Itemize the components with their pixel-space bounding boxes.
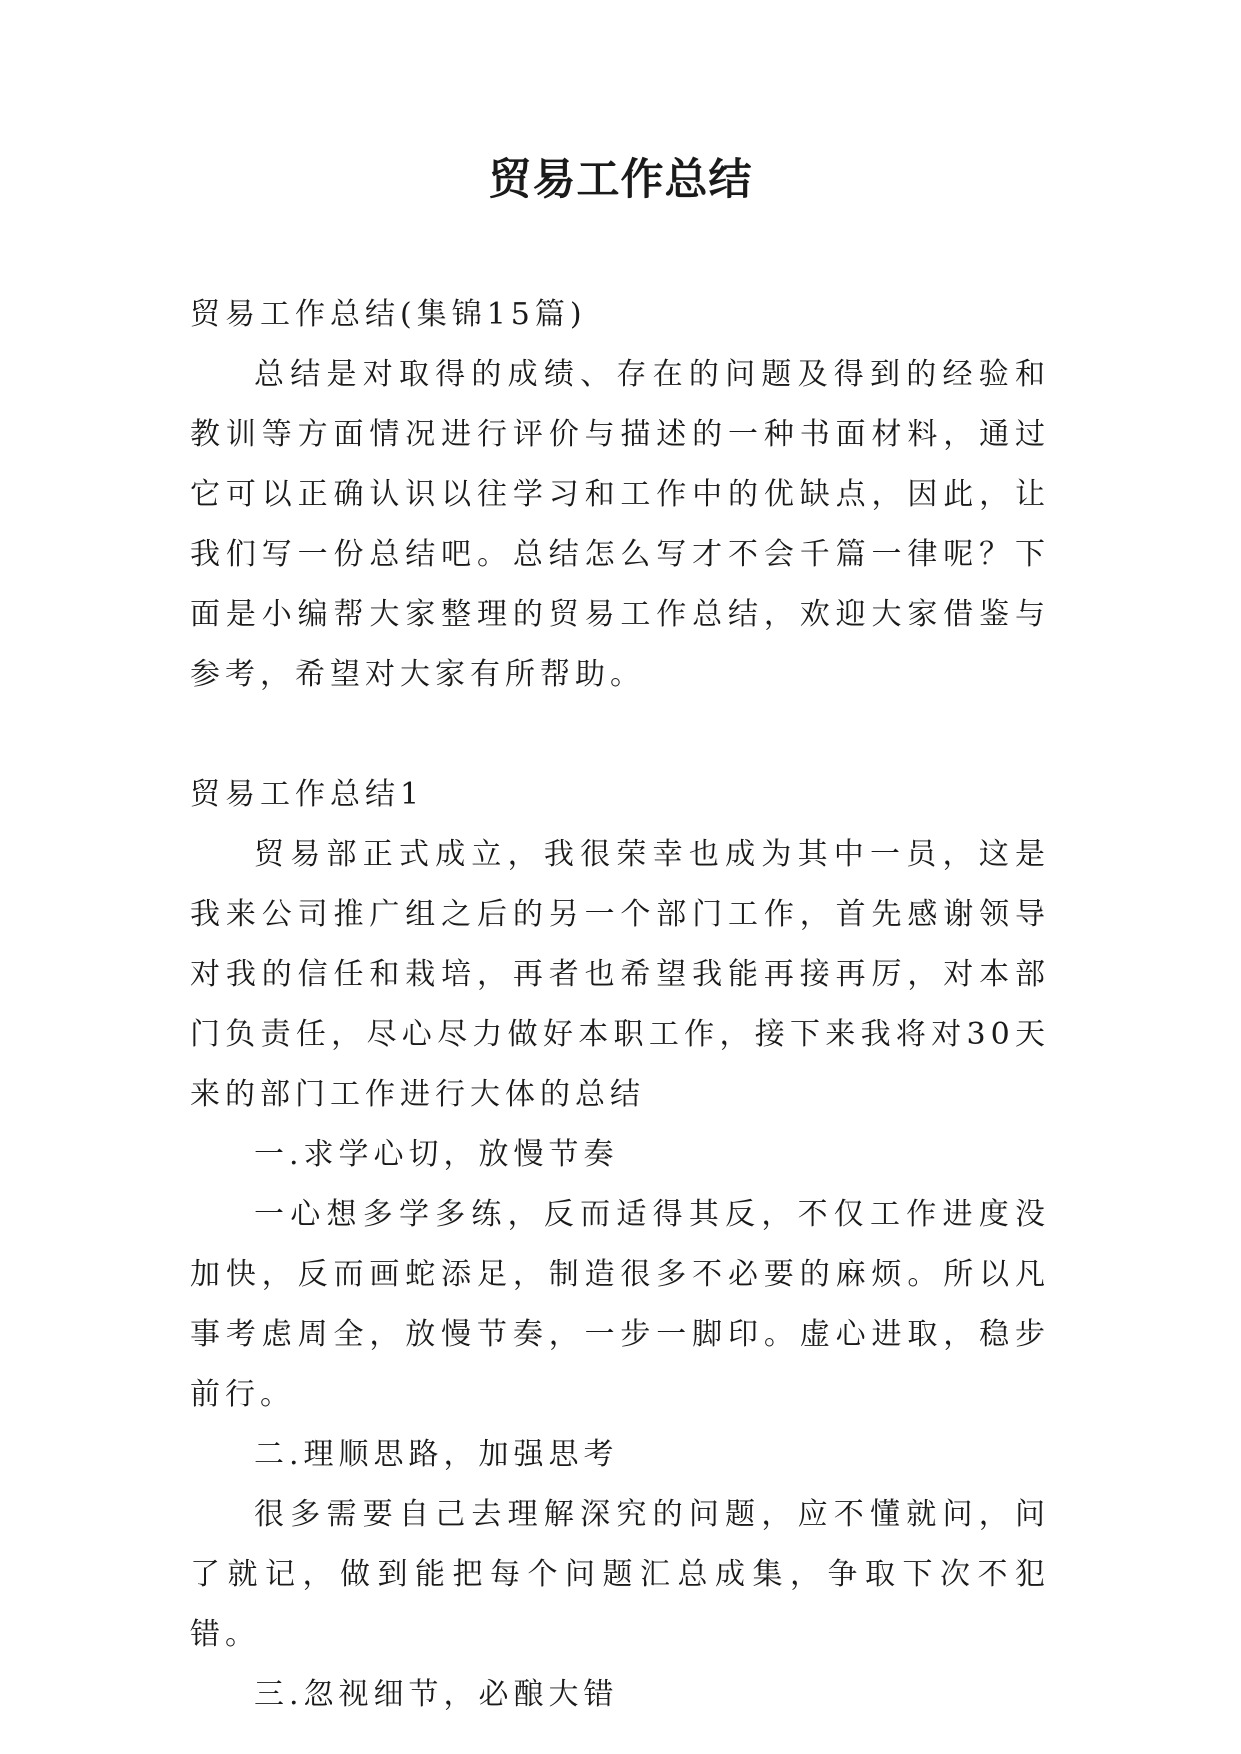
section-intro-paragraph: 贸易部正式成立，我很荣幸也成为其中一员，这是我来公司推广组之后的另一个部门工作，首先感谢领导对我的信任和栽培，再者也希望我能再接再厉，对本部门负责任，尽心尽力做好本职工作，接下来我将对30天来的部门工作进行大体的总结 (190, 837, 1050, 1112)
document-body (190, 285, 1050, 1725)
point-body: 一心想多学多练，反而适得其反，不仅工作进度没加快，反而画蛇添足，制造很多不必要的麻烦。所以凡事考虑周全，放慢节奏，一步一脚印。虚心进取，稳步前行。 (190, 1197, 1050, 1412)
document-subtitle: 贸易工作总结(集锦15篇) (190, 297, 587, 332)
section-title: 贸易工作总结1 (190, 777, 425, 812)
point-heading: 一.求学心切，放慢节奏 (254, 1137, 619, 1172)
point-heading: 二.理顺思路，加强思考 (254, 1437, 619, 1472)
point-heading: 三.忽视细节，必酿大错 (254, 1677, 619, 1712)
page-title: 贸易工作总结 (488, 155, 753, 205)
point-body: 很多需要自己去理解深究的问题，应不懂就问，问了就记，做到能把每个问题汇总成集，争取下次不犯错。 (190, 1497, 1050, 1652)
intro-paragraph: 总结是对取得的成绩、存在的问题及得到的经验和教训等方面情况进行评价与描述的一种书面材料，通过它可以正确认识以往学习和工作中的优缺点，因此，让我们写一份总结吧。总结怎么写才不会千篇一律呢？下面是小编帮大家整理的贸易工作总结，欢迎大家借鉴与参考，希望对大家有所帮助。 (190, 357, 1050, 692)
section-spacer (190, 705, 1050, 765)
